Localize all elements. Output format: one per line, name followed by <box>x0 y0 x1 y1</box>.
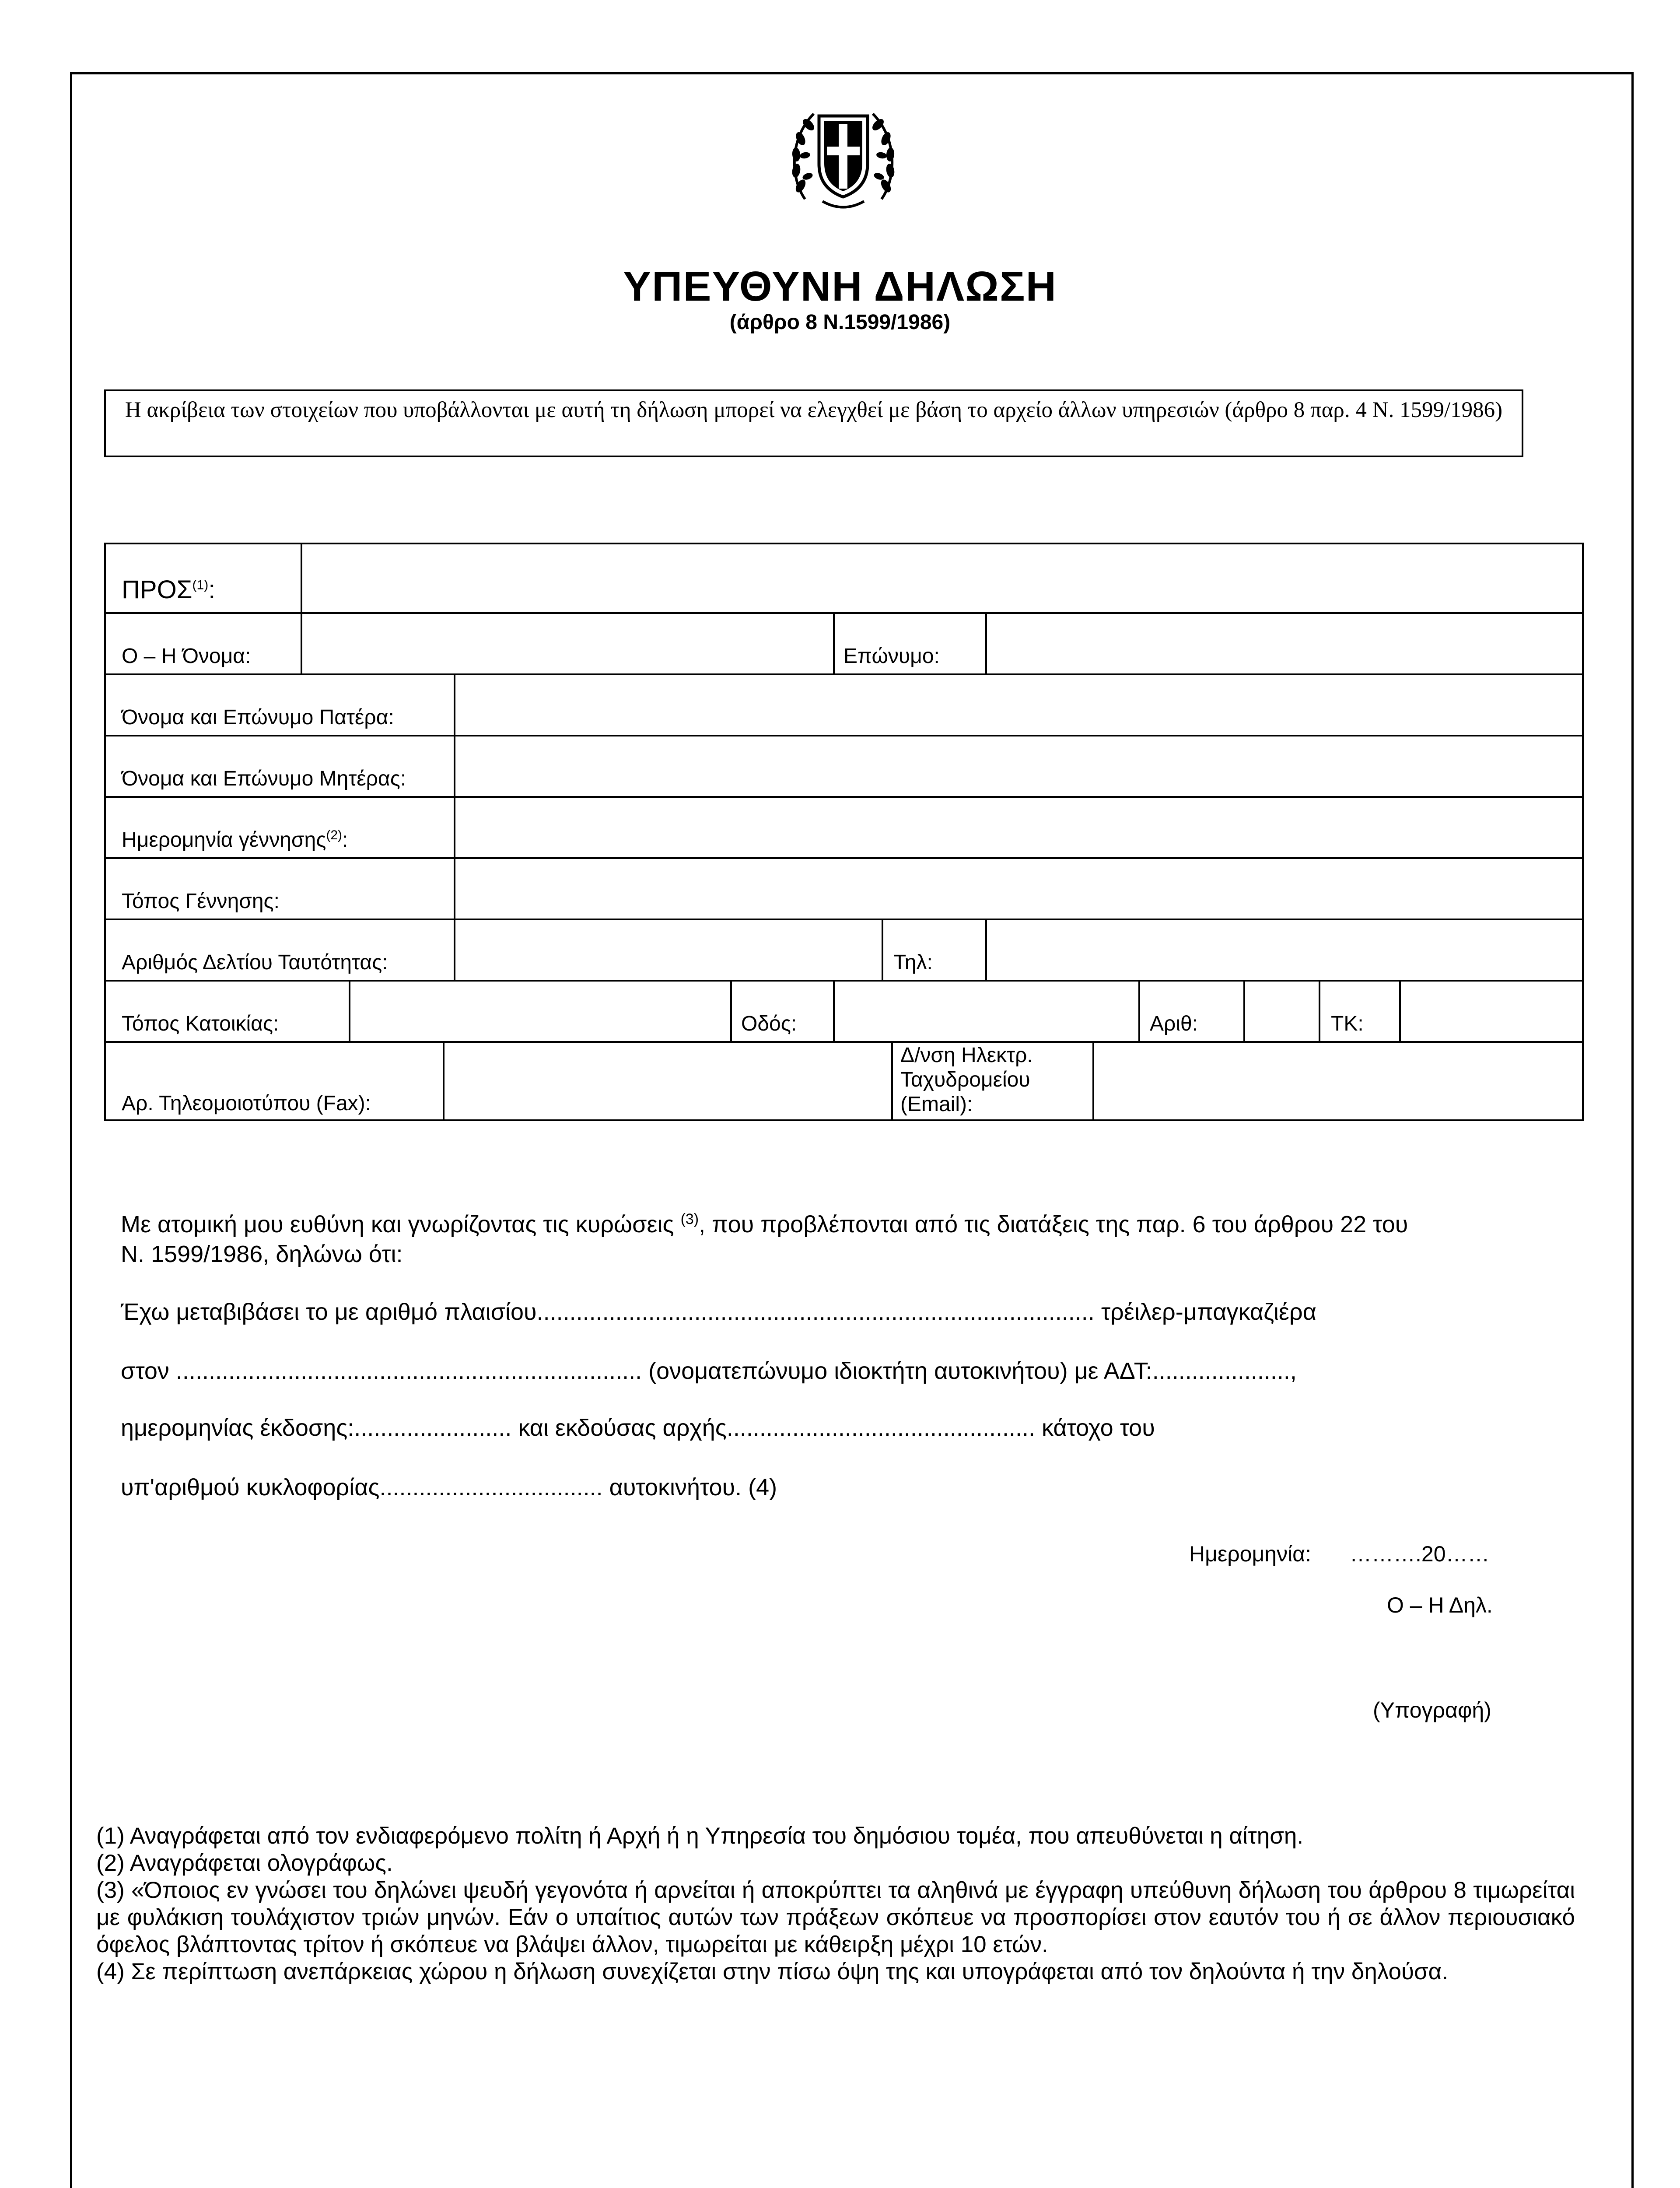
street-number-field[interactable] <box>1246 982 1316 1039</box>
postcode-label: ΤΚ: <box>1331 1012 1364 1035</box>
residence-field[interactable] <box>351 982 728 1039</box>
father-name-field[interactable] <box>456 676 1582 733</box>
fax-label: Αρ. Τηλεομοιοτύπου (Fax): <box>122 1092 371 1115</box>
email-field[interactable] <box>1095 1043 1582 1120</box>
father-name-label: Όνομα και Επώνυμο Πατέρα: <box>122 706 394 729</box>
residence-label: Τόπος Κατοικίας: <box>122 1012 279 1035</box>
personal-details-form <box>104 543 1584 1121</box>
surname-label: Επώνυμο: <box>844 645 940 668</box>
declaration-line-issue[interactable]: ημερομηνίας έκδοσης:........................ και εκδούσας αρχής............................................... κάτοχο του <box>121 1415 1155 1441</box>
postcode-field[interactable] <box>1401 982 1582 1039</box>
id-number-label: Αριθμός Δελτίου Ταυτότητας: <box>122 951 388 974</box>
birthdate-field[interactable] <box>456 798 1582 855</box>
street-field[interactable] <box>835 982 1136 1039</box>
mother-name-label: Όνομα και Επώνυμο Μητέρας: <box>122 767 406 790</box>
mother-name-field[interactable] <box>456 737 1582 794</box>
date-value[interactable]: ……….20…… <box>1350 1542 1490 1566</box>
declarant-label: Ο – Η Δηλ. <box>1387 1593 1493 1617</box>
document-subtitle: (άρθρο 8 Ν.1599/1986) <box>729 311 951 334</box>
birthplace-field[interactable] <box>456 859 1582 916</box>
to-label: ΠΡΟΣ$^{(1)}$: <box>122 575 216 604</box>
birthplace-label: Τόπος Γέννησης: <box>122 890 280 913</box>
id-number-field[interactable] <box>456 921 879 978</box>
street-number-label: Αριθ: <box>1150 1012 1198 1035</box>
birthdate-label: Ημερομηνία γέννησης$^{(2)}$: <box>122 828 348 852</box>
greek-coat-of-arms-icon <box>788 98 899 214</box>
first-name-field[interactable] <box>303 614 831 671</box>
verification-notice: Η ακρίβεια των στοιχείων που υποβάλλονται με αυτή τη δήλωση μπορεί να ελεγχθεί με βάση το αρχείο άλλων υπηρεσιών (άρθρο 8 παρ. 4 Ν. 1599/1986) <box>104 389 1523 457</box>
signature-label: (Υπογραφή) <box>1373 1698 1491 1722</box>
declaration-line-recipient[interactable]: στον ....................................................................... (ονοματεπώνυμο ιδιοκτήτη αυτοκινήτου) με ΑΔΤ:....................., <box>121 1358 1297 1384</box>
to-field[interactable] <box>303 544 1582 610</box>
declaration-intro-line2: Ν. 1599/1986, δηλώνω ότι: <box>121 1241 403 1267</box>
first-name-label: Ο – Η Όνομα: <box>122 645 251 668</box>
date-label: Ημερομηνία: <box>1189 1542 1311 1566</box>
document-title: ΥΠΕΥΘΥΝΗ ΔΗΛΩΣΗ <box>623 263 1057 310</box>
footnote-4: (4) Σε περίπτωση ανεπάρκειας χώρου η δήλωση συνεχίζεται στην πίσω όψη της και υπογράφεται από τον δηλούντα ή την δηλούσα. <box>96 1959 1449 1985</box>
phone-label: Τηλ: <box>893 951 933 974</box>
fax-field[interactable] <box>445 1043 889 1120</box>
footnote-3: (3) «Όποιος εν γνώσει του δηλώνει ψευδή γεγονότα ή αρνείται ή αποκρύπτει τα αληθινά με έγγραφη υπεύθυνη δήλωση του άρθρου 8 τιμωρείται με φυλάκιση τουλάχιστον τριών μηνών. Εάν ο υπαίτιος αυτών των πράξεων σκόπευε να προσπορίσει στον εαυτόν του ή σε άλλον περιουσιακό όφελος βλάπτοντας τρίτον ή σκόπευε να βλάψει άλλον, τιμωρείται με κάθειρξη μέχρι 10 ετών. <box>96 1877 1575 1957</box>
email-label: Δ/νση Ηλεκτρ. Ταχυδρομείου (Email): <box>900 1044 1033 1116</box>
footnote-1: (1) Αναγράφεται από τον ενδιαφερόμενο πολίτη ή Αρχή ή η Υπηρεσία του δημόσιου τομέα, που απευθύνεται η αίτηση. <box>96 1823 1304 1849</box>
phone-field[interactable] <box>987 921 1582 978</box>
footnote-2: (2) Αναγράφεται ολογράφως. <box>96 1850 393 1876</box>
footnotes <box>96 1823 1575 1985</box>
street-label: Οδός: <box>741 1012 797 1035</box>
declaration-intro: Με ατομική μου ευθύνη και γνωρίζοντας τις κυρώσεις $^{(3)}$, που προβλέπονται από τις διατάξεις της παρ. 6 του άρθρου 22 του <box>121 1211 1408 1238</box>
declaration-line-registration[interactable]: υπ'αριθμού κυκλοφορίας.................................. αυτοκινήτου. (4) <box>121 1474 777 1501</box>
surname-field[interactable] <box>987 614 1582 671</box>
declaration-line-chassis[interactable]: Έχω μεταβιβάσει το με αριθμό πλαισίου..................................................................................... τρέιλερ-μπαγκαζιέρα <box>121 1299 1316 1325</box>
